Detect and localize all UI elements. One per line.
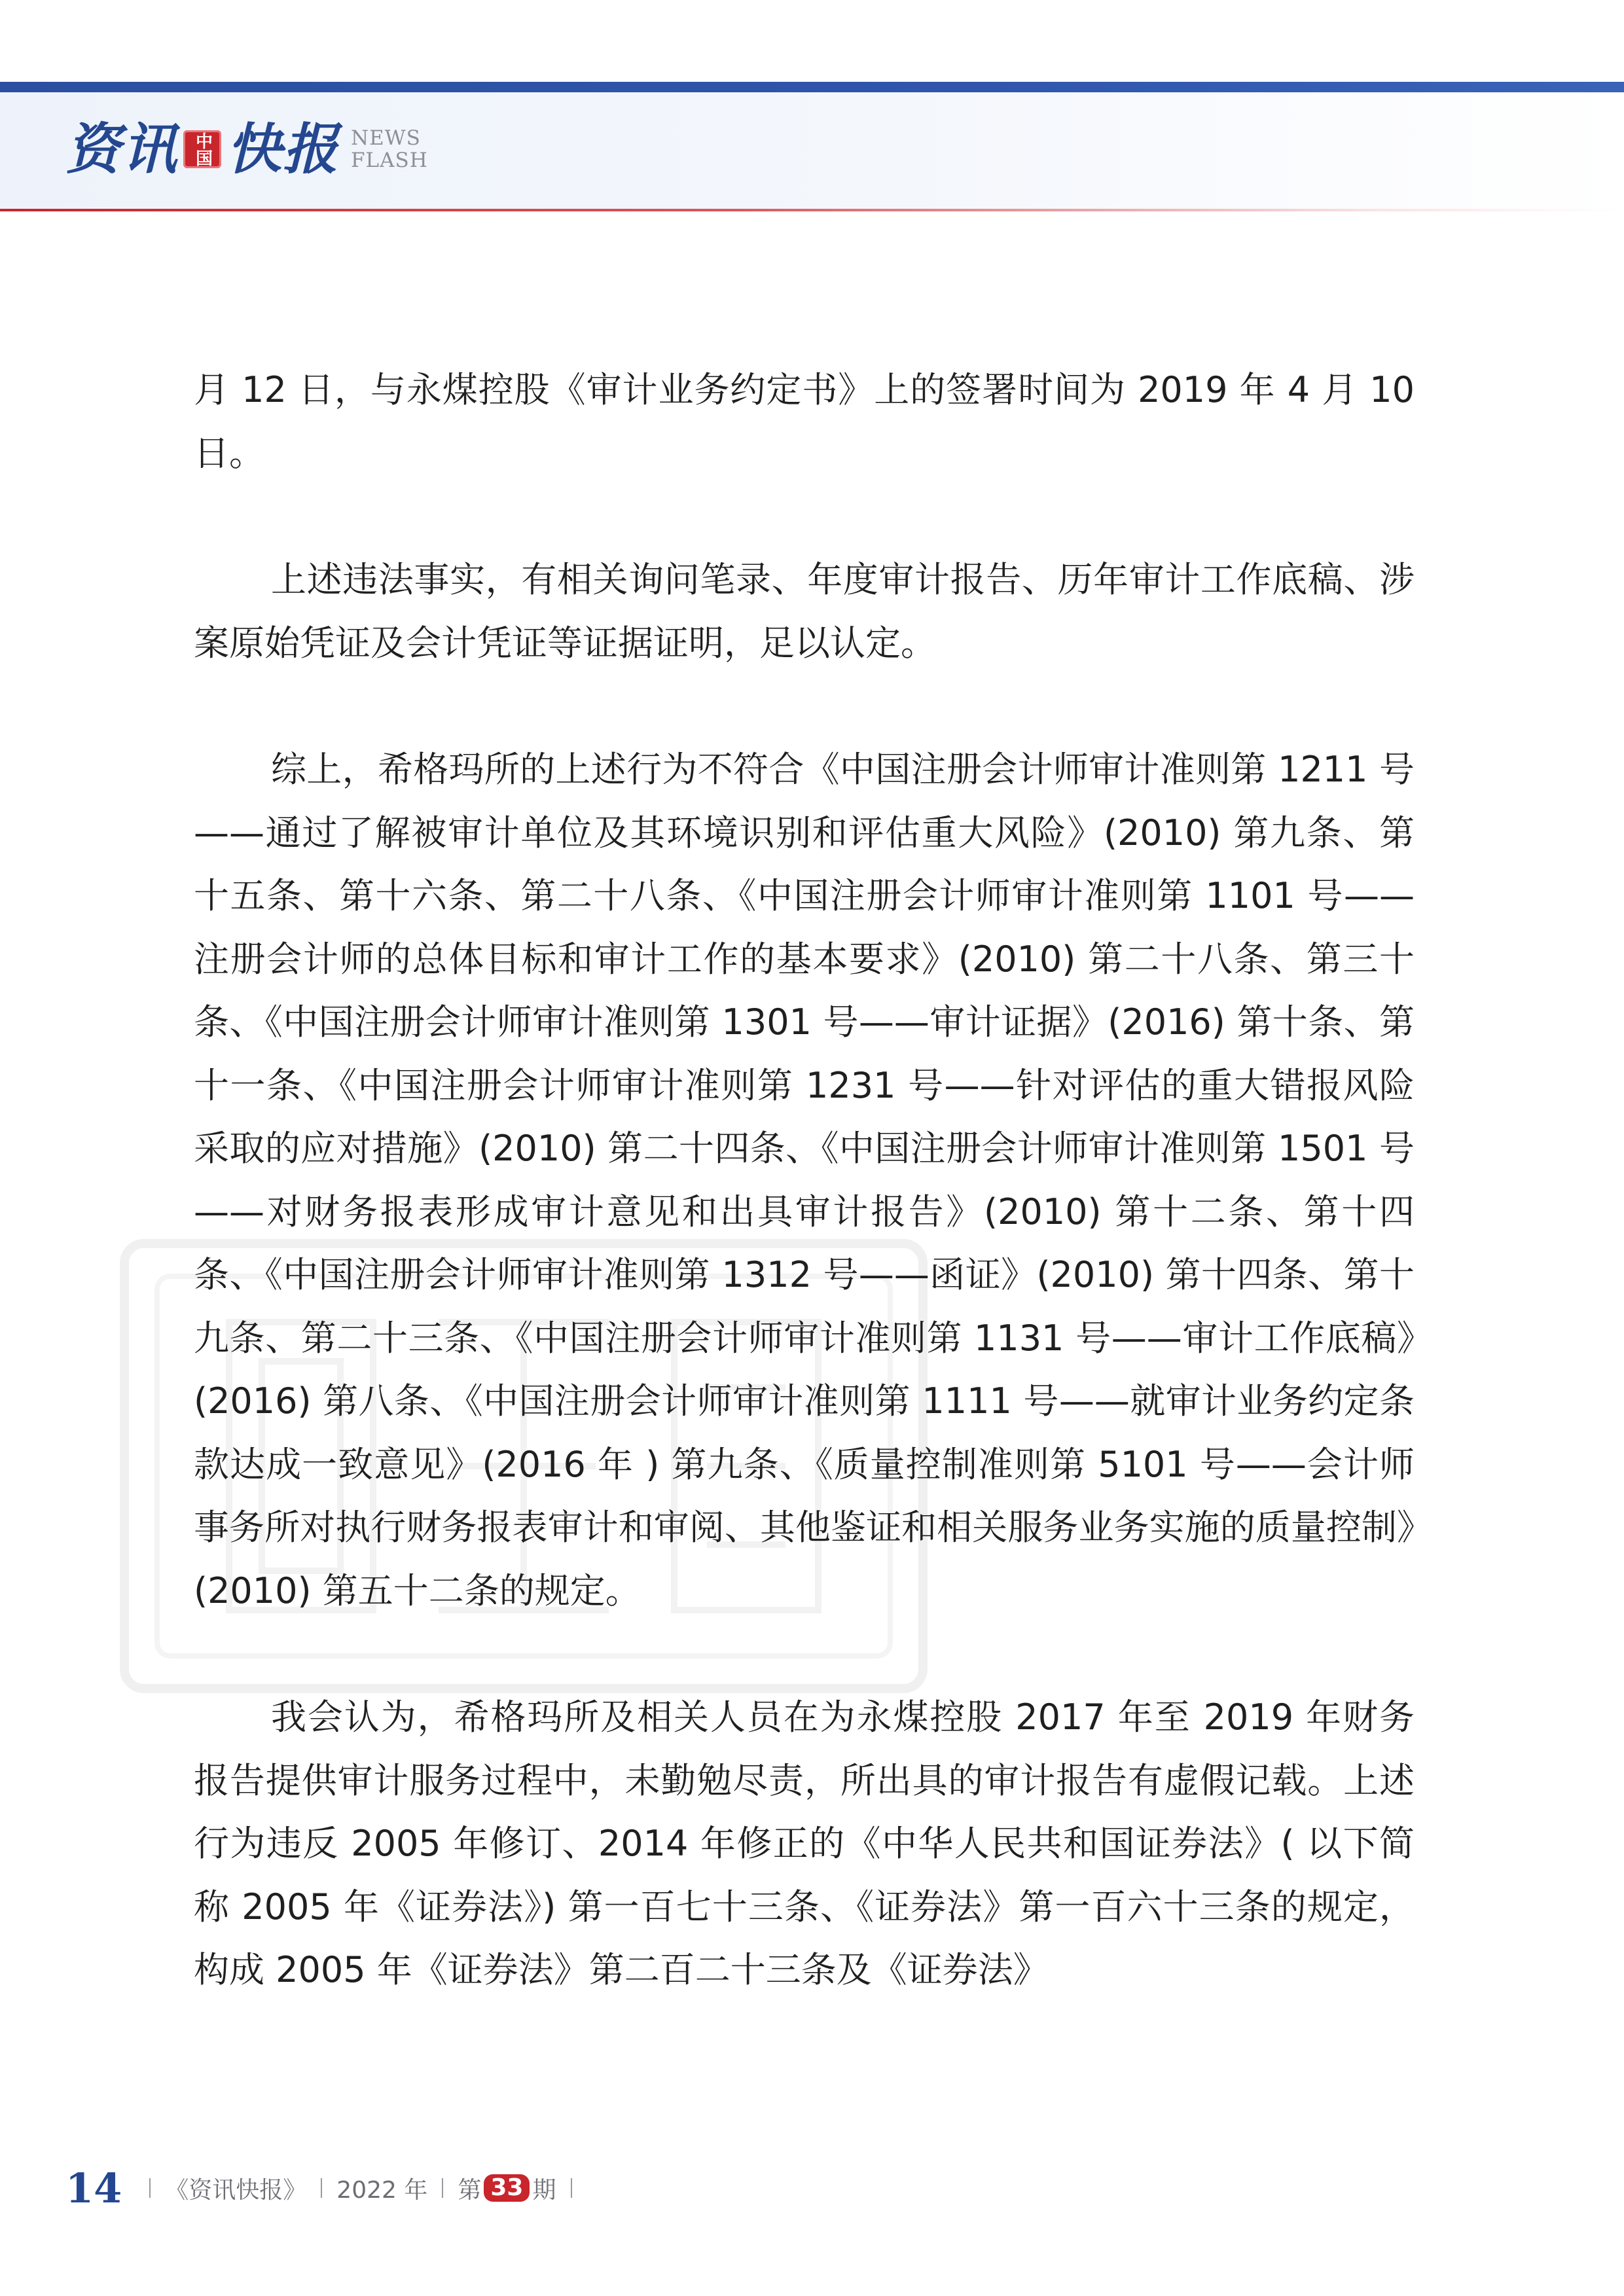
header-top-bar (0, 82, 1624, 92)
footer-separator (442, 2178, 443, 2198)
footer-year: 2022 年 (336, 2176, 428, 2204)
footer-issue-prefix: 第 (458, 2176, 482, 2204)
publication-logo (65, 110, 428, 188)
header-divider (0, 209, 1624, 211)
footer-separator (321, 2178, 322, 2198)
logo-text-left: 资讯 (65, 117, 179, 181)
paragraph-4: 我会认为，希格玛所及相关人员在为永煤控股 2017 年至 2019 年财务报告提供审计服务过程中，未勤勉尽责，所出具的审计报告有虚假记载。上述行为违反 2005 年修订、2014 年修正的《中华人民共和国证券法》( 以下简称 2005 年《证券法》) 第一百七十三条、《证券法》第一百六十三条的规定，构成 2005 年《证券法》第二百二十三条及《证券法》 (194, 1696, 1415, 1990)
paragraph-3: 综上，希格玛所的上述行为不符合《中国注册会计师审计准则第 1211 号——通过了解被审计单位及其环境识别和评估重大风险》(2010) 第九条、第十五条、第十六条、第二十八条、《中国注册会计师审计准则第 1101 号——注册会计师的总体目标和审计工作的基本要求》(2010) 第二十八条、第三十条、《中国注册会计师审计准则第 1301 号——审计证据》(2016) 第十条、第十一条、《中国注册会计师审计准则第 1231 号——针对评估的重大错报风险采取的应对措施》(2010) 第二十四条、《中国注册会计师审计准则第 1501 号——对财务报表形成审计意见和出具审计报告》(2010) 第十二条、第十四条、《中国注册会计师审计准则第 1312 号——函证》(2010) 第十四条、第十九条、第二十三条、《中国注册会计师审计准则第 1131 号——审计工作底稿》(2016) 第八条、《中国注册会计师审计准则第 1111 号——就审计业务约定条款达成一致意见》(2016 年 ) 第九条、《质量控制准则第 5101 号——会计师事务所对执行财务报表审计和审阅、其他鉴证和相关服务业务实施的质量控制》(2010) 第五十二条的规定。 (194, 749, 1415, 1611)
logo-text-right: 快报 (226, 117, 340, 181)
page-footer (65, 2159, 586, 2217)
paragraph-2: 上述违法事实，有相关询问笔录、年度审计报告、历年审计工作底稿、涉案原始凭证及会计凭证等证据证明，足以认定。 (194, 559, 1415, 664)
logo-seal-icon: 中国 (183, 130, 221, 168)
footer-separator (149, 2178, 151, 2198)
paragraph-1: 月 12 日，与永煤控股《审计业务约定书》上的签署时间为 2019 年 4 月 10 日。 (194, 369, 1415, 474)
footer-separator (571, 2178, 572, 2198)
page-number: 14 (65, 2164, 122, 2212)
logo-english-line1: NEWS (351, 126, 421, 150)
footer-issue-suffix: 期 (532, 2176, 556, 2204)
logo-english (351, 127, 428, 171)
footer-publication: 《资讯快报》 (165, 2176, 307, 2204)
article-body (194, 359, 1415, 2002)
logo-english-line2: FLASH (351, 149, 428, 172)
footer-issue-number: 33 (484, 2174, 530, 2202)
